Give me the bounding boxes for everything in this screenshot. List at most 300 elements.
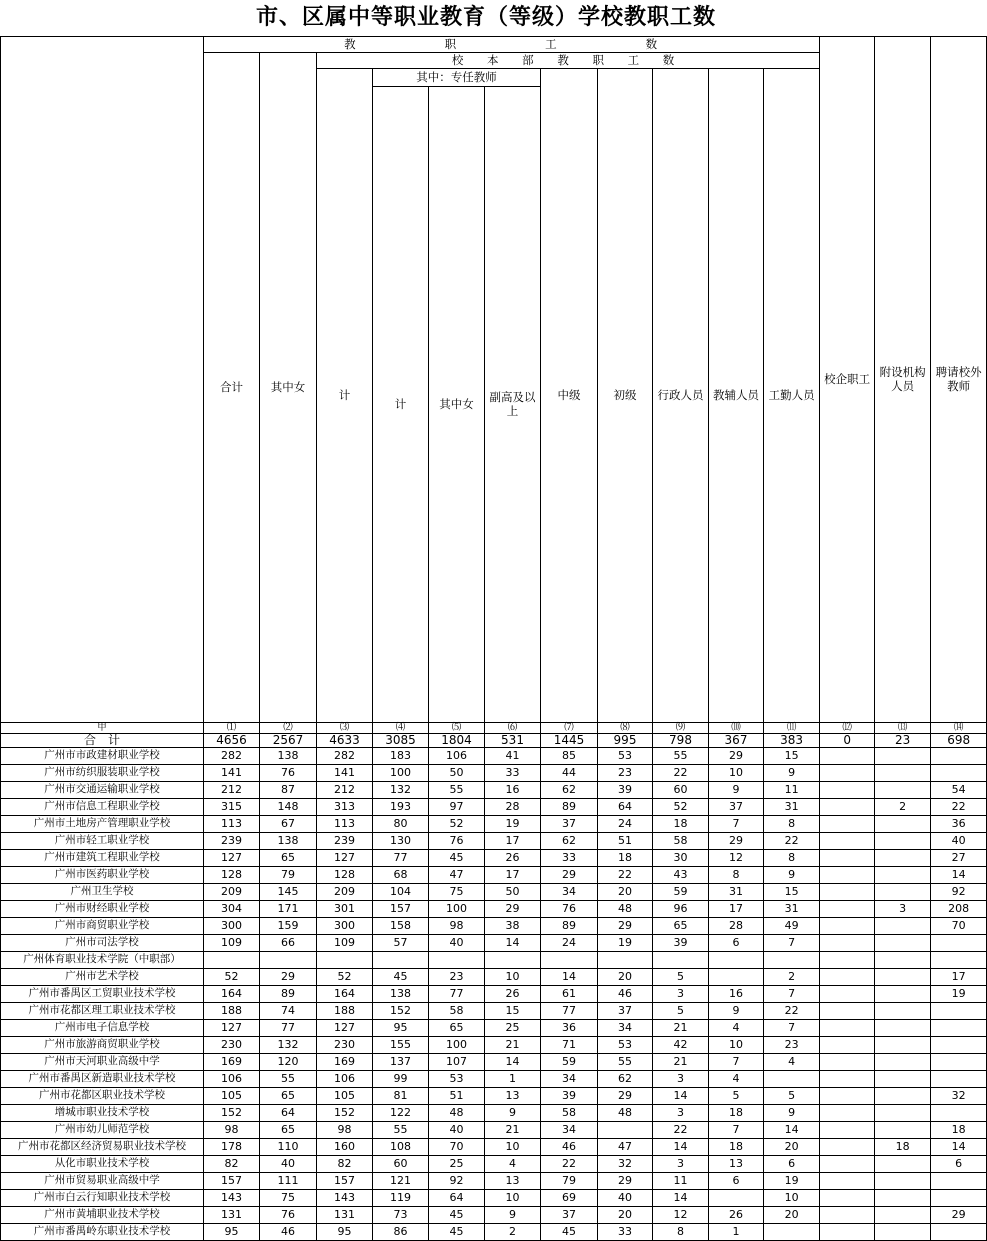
value-cell — [260, 951, 317, 968]
table-row — [1, 1104, 987, 1121]
value-cell — [931, 951, 987, 968]
value-cell — [820, 832, 875, 849]
value-cell: 119 — [373, 1189, 429, 1206]
value-cell: 138 — [373, 985, 429, 1002]
value-cell: 1 — [709, 1223, 764, 1240]
value-cell: 7 — [764, 1019, 820, 1036]
value-cell — [820, 1053, 875, 1070]
value-cell: 7 — [709, 1053, 764, 1070]
value-cell: 19 — [598, 934, 653, 951]
value-cell — [820, 781, 875, 798]
value-cell — [820, 815, 875, 832]
value-cell: 315 — [204, 798, 260, 815]
worker-staff-header: 工勤人员 — [764, 69, 820, 723]
value-cell — [820, 1104, 875, 1121]
value-cell: 22 — [764, 1002, 820, 1019]
value-cell: 995 — [598, 733, 653, 747]
row-label-cell: 广州卫生学校 — [1, 883, 204, 900]
value-cell: 4 — [485, 1155, 541, 1172]
value-cell — [820, 1036, 875, 1053]
value-cell: 76 — [260, 764, 317, 781]
affiliated-staff-header: 附设机构人员 — [875, 37, 931, 723]
value-cell: 62 — [541, 781, 598, 798]
value-cell — [820, 917, 875, 934]
value-cell: 49 — [764, 917, 820, 934]
value-cell — [931, 1223, 987, 1240]
value-cell: 59 — [541, 1053, 598, 1070]
value-cell: 65 — [260, 849, 317, 866]
value-cell: 19 — [764, 1172, 820, 1189]
value-cell: 65 — [429, 1019, 485, 1036]
value-cell: 108 — [373, 1138, 429, 1155]
value-cell: 239 — [317, 832, 373, 849]
value-cell — [875, 1036, 931, 1053]
value-cell: 160 — [317, 1138, 373, 1155]
value-cell: 19 — [931, 985, 987, 1002]
row-label-cell: 广州市纺织服装职业学校 — [1, 764, 204, 781]
value-cell: 40 — [931, 832, 987, 849]
value-cell: 212 — [317, 781, 373, 798]
value-cell: 99 — [373, 1070, 429, 1087]
value-cell: 113 — [204, 815, 260, 832]
value-cell: 45 — [429, 1206, 485, 1223]
value-cell: 23 — [764, 1036, 820, 1053]
value-cell: 29 — [260, 968, 317, 985]
value-cell: 62 — [541, 832, 598, 849]
row-label-cell: 广州市番禺区新造职业技术学校 — [1, 1070, 204, 1087]
value-cell: 77 — [260, 1019, 317, 1036]
value-cell: 32 — [598, 1155, 653, 1172]
value-cell: 5 — [653, 1002, 709, 1019]
value-cell: 14 — [541, 968, 598, 985]
table-row — [1, 747, 987, 764]
table-row — [1, 951, 987, 968]
value-cell: 55 — [653, 747, 709, 764]
value-cell: 128 — [317, 866, 373, 883]
value-cell: 8 — [653, 1223, 709, 1240]
total-header: 合计 — [204, 53, 260, 723]
value-cell: 50 — [485, 883, 541, 900]
enterprise-staff-header: 校企职工 — [820, 37, 875, 723]
value-cell: 87 — [260, 781, 317, 798]
value-cell: 17 — [485, 832, 541, 849]
value-cell: 76 — [260, 1206, 317, 1223]
value-cell: 5 — [709, 1087, 764, 1104]
external-teacher-header: 聘请校外教师 — [931, 37, 987, 723]
value-cell: 6 — [709, 1172, 764, 1189]
value-cell: 22 — [764, 832, 820, 849]
value-cell: 159 — [260, 917, 317, 934]
value-cell: 16 — [709, 985, 764, 1002]
value-cell: 282 — [317, 747, 373, 764]
value-cell: 37 — [541, 815, 598, 832]
value-cell: 5 — [653, 968, 709, 985]
value-cell: 22 — [598, 866, 653, 883]
value-cell: 46 — [541, 1138, 598, 1155]
value-cell — [764, 1070, 820, 1087]
value-cell: 164 — [317, 985, 373, 1002]
value-cell: 34 — [541, 1070, 598, 1087]
value-cell: 0 — [820, 733, 875, 747]
value-cell: 55 — [429, 781, 485, 798]
value-cell: 14 — [653, 1087, 709, 1104]
table-row — [1, 1206, 987, 1223]
value-cell: 32 — [931, 1087, 987, 1104]
value-cell — [875, 832, 931, 849]
value-cell: 58 — [541, 1104, 598, 1121]
value-cell — [429, 951, 485, 968]
value-cell: 17 — [931, 968, 987, 985]
value-cell: 367 — [709, 733, 764, 747]
row-label-cell: 广州市信息工程职业学校 — [1, 798, 204, 815]
value-cell — [820, 968, 875, 985]
value-cell: 6 — [931, 1155, 987, 1172]
value-cell: 1 — [485, 1070, 541, 1087]
value-cell: 208 — [931, 900, 987, 917]
value-cell: 9 — [485, 1104, 541, 1121]
value-cell: 3085 — [373, 733, 429, 747]
value-cell — [931, 1189, 987, 1206]
value-cell: 13 — [709, 1155, 764, 1172]
row-label-cell: 广州市天河职业高级中学 — [1, 1053, 204, 1070]
value-cell: ⑷ — [373, 723, 429, 734]
value-cell: 40 — [429, 1121, 485, 1138]
count-header: 计 — [317, 69, 373, 723]
value-cell: 64 — [260, 1104, 317, 1121]
value-cell: 2 — [875, 798, 931, 815]
value-cell: 212 — [204, 781, 260, 798]
value-cell: 120 — [260, 1053, 317, 1070]
value-cell: 29 — [598, 1087, 653, 1104]
value-cell: 18 — [598, 849, 653, 866]
value-cell: 23 — [429, 968, 485, 985]
value-cell — [875, 1104, 931, 1121]
value-cell — [820, 1223, 875, 1240]
row-label-cell: 广州市市政建材职业学校 — [1, 747, 204, 764]
value-cell: 8 — [764, 849, 820, 866]
value-cell: 100 — [429, 1036, 485, 1053]
value-cell: 143 — [317, 1189, 373, 1206]
school-staff-header: 校 本 部 教 职 工 数 — [317, 53, 820, 69]
value-cell: 141 — [317, 764, 373, 781]
value-cell: 77 — [429, 985, 485, 1002]
value-cell: 14 — [485, 1053, 541, 1070]
row-label-cell: 广州市建筑工程职业学校 — [1, 849, 204, 866]
value-cell: 28 — [709, 917, 764, 934]
row-label-cell: 增城市职业技术学校 — [1, 1104, 204, 1121]
value-cell: 24 — [541, 934, 598, 951]
value-cell: 15 — [764, 883, 820, 900]
value-cell: 26 — [485, 849, 541, 866]
value-cell: 65 — [653, 917, 709, 934]
value-cell: 3 — [875, 900, 931, 917]
value-cell: 60 — [373, 1155, 429, 1172]
value-cell: 104 — [373, 883, 429, 900]
value-cell: 58 — [429, 1002, 485, 1019]
value-cell — [317, 951, 373, 968]
value-cell: 29 — [931, 1206, 987, 1223]
value-cell: 13 — [485, 1172, 541, 1189]
value-cell: 9 — [485, 1206, 541, 1223]
value-cell: 128 — [204, 866, 260, 883]
value-cell: 209 — [204, 883, 260, 900]
value-cell: 18 — [931, 1121, 987, 1138]
value-cell: 27 — [931, 849, 987, 866]
value-cell: 137 — [373, 1053, 429, 1070]
value-cell — [373, 951, 429, 968]
value-cell: 127 — [204, 849, 260, 866]
value-cell: 39 — [598, 781, 653, 798]
value-cell — [875, 1172, 931, 1189]
value-cell: 50 — [429, 764, 485, 781]
value-cell: 26 — [485, 985, 541, 1002]
value-cell: 239 — [204, 832, 260, 849]
value-cell: 10 — [709, 764, 764, 781]
value-cell: 12 — [653, 1206, 709, 1223]
value-cell: 21 — [485, 1036, 541, 1053]
value-cell: 169 — [317, 1053, 373, 1070]
value-cell: 14 — [653, 1189, 709, 1206]
value-cell: 76 — [541, 900, 598, 917]
value-cell: 54 — [931, 781, 987, 798]
value-cell — [820, 900, 875, 917]
value-cell: 132 — [373, 781, 429, 798]
value-cell — [875, 1002, 931, 1019]
value-cell: 4633 — [317, 733, 373, 747]
total-row — [1, 733, 987, 747]
value-cell: 14 — [931, 866, 987, 883]
value-cell — [875, 1053, 931, 1070]
value-cell: 193 — [373, 798, 429, 815]
value-cell: 7 — [764, 934, 820, 951]
value-cell: 131 — [204, 1206, 260, 1223]
value-cell: 48 — [429, 1104, 485, 1121]
table-row — [1, 798, 987, 815]
table-row — [1, 1189, 987, 1206]
value-cell — [931, 1019, 987, 1036]
table-row — [1, 883, 987, 900]
value-cell: 15 — [485, 1002, 541, 1019]
value-cell: 122 — [373, 1104, 429, 1121]
value-cell: 33 — [541, 849, 598, 866]
value-cell — [820, 951, 875, 968]
value-cell: 14 — [485, 934, 541, 951]
value-cell: 29 — [709, 747, 764, 764]
value-cell: 29 — [541, 866, 598, 883]
row-label-cell: 合 计 — [1, 733, 204, 747]
value-cell: 164 — [204, 985, 260, 1002]
value-cell: 77 — [373, 849, 429, 866]
value-cell: 127 — [317, 849, 373, 866]
value-cell: 6 — [709, 934, 764, 951]
table-row — [1, 1019, 987, 1036]
value-cell: 18 — [709, 1138, 764, 1155]
value-cell: 100 — [373, 764, 429, 781]
value-cell: 37 — [598, 1002, 653, 1019]
value-cell: 7 — [709, 815, 764, 832]
value-cell — [875, 849, 931, 866]
value-cell: 171 — [260, 900, 317, 917]
value-cell: 98 — [317, 1121, 373, 1138]
value-cell: ⑾ — [764, 723, 820, 734]
value-cell: 2567 — [260, 733, 317, 747]
value-cell: 107 — [429, 1053, 485, 1070]
value-cell: 20 — [598, 1206, 653, 1223]
value-cell: 4656 — [204, 733, 260, 747]
value-cell: 97 — [429, 798, 485, 815]
value-cell: 157 — [317, 1172, 373, 1189]
value-cell: 230 — [317, 1036, 373, 1053]
value-cell: 4 — [709, 1019, 764, 1036]
value-cell: ⑶ — [317, 723, 373, 734]
row-label-cell: 广州市花都区职业技术学校 — [1, 1087, 204, 1104]
value-cell: 383 — [764, 733, 820, 747]
value-cell: 17 — [709, 900, 764, 917]
value-cell: 73 — [373, 1206, 429, 1223]
value-cell: 52 — [317, 968, 373, 985]
value-cell: 138 — [260, 832, 317, 849]
value-cell: 34 — [541, 883, 598, 900]
value-cell: 71 — [541, 1036, 598, 1053]
full-time-teacher-header: 其中：专任教师 — [373, 69, 541, 87]
value-cell: 79 — [260, 866, 317, 883]
value-cell: 313 — [317, 798, 373, 815]
value-cell: 47 — [598, 1138, 653, 1155]
value-cell: 40 — [429, 934, 485, 951]
table-row — [1, 968, 987, 985]
value-cell — [931, 1053, 987, 1070]
female-header: 其中女 — [260, 53, 317, 723]
table-row — [1, 1155, 987, 1172]
value-cell: 209 — [317, 883, 373, 900]
value-cell: 5 — [764, 1087, 820, 1104]
admin-staff-header: 行政人员 — [653, 69, 709, 723]
value-cell: ⑿ — [820, 723, 875, 734]
value-cell: 89 — [541, 917, 598, 934]
value-cell: 152 — [204, 1104, 260, 1121]
value-cell: 178 — [204, 1138, 260, 1155]
value-cell — [931, 1002, 987, 1019]
table-row — [1, 1036, 987, 1053]
value-cell: 29 — [709, 832, 764, 849]
row-label-cell: 广州市司法学校 — [1, 934, 204, 951]
value-cell: 62 — [598, 1070, 653, 1087]
value-cell: 92 — [931, 883, 987, 900]
value-cell: 127 — [204, 1019, 260, 1036]
value-cell — [875, 747, 931, 764]
value-cell: 33 — [485, 764, 541, 781]
value-cell: 96 — [653, 900, 709, 917]
value-cell: 9 — [709, 1002, 764, 1019]
column-index-row — [1, 723, 987, 734]
value-cell: 69 — [541, 1189, 598, 1206]
value-cell — [931, 1036, 987, 1053]
row-label-cell: 甲 — [1, 723, 204, 734]
value-cell: 131 — [317, 1206, 373, 1223]
value-cell: 33 — [598, 1223, 653, 1240]
value-cell: 183 — [373, 747, 429, 764]
row-label-cell: 广州市商贸职业学校 — [1, 917, 204, 934]
value-cell: 145 — [260, 883, 317, 900]
value-cell — [820, 1087, 875, 1104]
value-cell: 188 — [317, 1002, 373, 1019]
value-cell: 18 — [709, 1104, 764, 1121]
value-cell: 89 — [541, 798, 598, 815]
value-cell: 14 — [931, 1138, 987, 1155]
value-cell: 95 — [317, 1223, 373, 1240]
value-cell: 106 — [429, 747, 485, 764]
teacher-female-header: 其中女 — [429, 87, 485, 723]
value-cell: 300 — [204, 917, 260, 934]
value-cell: 300 — [317, 917, 373, 934]
school-name-header — [1, 37, 204, 723]
value-cell: 3 — [653, 1104, 709, 1121]
value-cell — [820, 764, 875, 781]
value-cell: 48 — [598, 900, 653, 917]
value-cell: 52 — [204, 968, 260, 985]
value-cell: 55 — [598, 1053, 653, 1070]
value-cell: 152 — [317, 1104, 373, 1121]
value-cell: 138 — [260, 747, 317, 764]
value-cell: 11 — [653, 1172, 709, 1189]
table-row — [1, 1087, 987, 1104]
value-cell — [875, 917, 931, 934]
table-row — [1, 832, 987, 849]
value-cell: 92 — [429, 1172, 485, 1189]
table-row — [1, 934, 987, 951]
value-cell — [820, 1070, 875, 1087]
row-label-cell: 广州市幼儿师范学校 — [1, 1121, 204, 1138]
value-cell: 64 — [598, 798, 653, 815]
row-label-cell: 广州市番禺区工贸职业技术学校 — [1, 985, 204, 1002]
value-cell: 22 — [653, 1121, 709, 1138]
table-row — [1, 866, 987, 883]
value-cell — [764, 1223, 820, 1240]
value-cell: 15 — [764, 747, 820, 764]
value-cell — [820, 1002, 875, 1019]
value-cell — [931, 764, 987, 781]
table-row — [1, 985, 987, 1002]
value-cell — [875, 1087, 931, 1104]
value-cell: 28 — [485, 798, 541, 815]
value-cell — [875, 1155, 931, 1172]
value-cell: 157 — [204, 1172, 260, 1189]
row-label-cell: 广州市艺术学校 — [1, 968, 204, 985]
value-cell: 130 — [373, 832, 429, 849]
value-cell — [820, 747, 875, 764]
value-cell: 31 — [764, 900, 820, 917]
value-cell: 22 — [931, 798, 987, 815]
value-cell: 82 — [204, 1155, 260, 1172]
value-cell: 45 — [429, 849, 485, 866]
table-row — [1, 900, 987, 917]
value-cell: 20 — [598, 968, 653, 985]
table-row — [1, 764, 987, 781]
value-cell: 85 — [541, 747, 598, 764]
value-cell: 37 — [541, 1206, 598, 1223]
value-cell: 2 — [764, 968, 820, 985]
value-cell: 40 — [260, 1155, 317, 1172]
value-cell: 51 — [429, 1087, 485, 1104]
value-cell: 38 — [485, 917, 541, 934]
value-cell — [820, 1206, 875, 1223]
value-cell: 111 — [260, 1172, 317, 1189]
value-cell: 282 — [204, 747, 260, 764]
table-row — [1, 781, 987, 798]
value-cell: 55 — [260, 1070, 317, 1087]
value-cell: 39 — [653, 934, 709, 951]
value-cell: 42 — [653, 1036, 709, 1053]
